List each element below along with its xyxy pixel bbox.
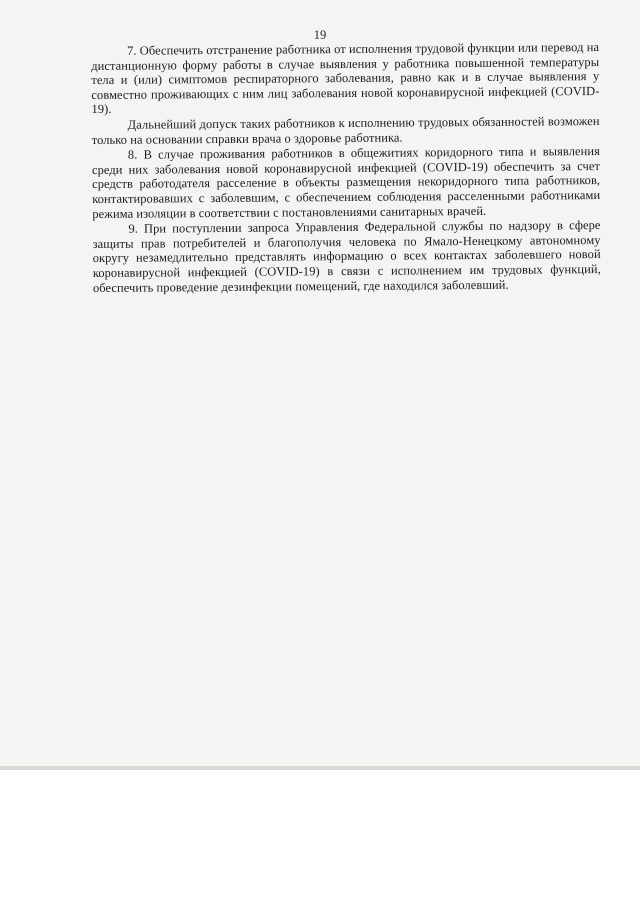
paragraph-7: 7. Обеспечить отстранение работника от исполнения трудовой функции или перевод на дистанционную форму работы в случае выявления у работника повышенной температуры тела и (или) симптомов респираторного заболевания, равно как и в случае выявления у совместно проживающих с ним лиц заболевания новой коронавирусной инфекцией (COVID-19).	[91, 40, 600, 117]
scan-bottom-edge	[0, 766, 640, 770]
paragraph-9: 9. При поступлении запроса Управления Федеральной службы по надзору в сфере защиты прав потребителей и благополучия человека по Ямало-Ненецкому автономному округу незамедлительно представлять информацию о всех контактах заболевшего новой коронавирусной инфекцией (COVID-19) в связи с исполнением им трудовых функций, обеспечить проведение дезинфекции помещений, где находился заболевший.	[92, 218, 601, 295]
page-number: 19	[313, 28, 327, 42]
paragraph-7-continued: Дальнейший допуск таких работников к исполнению трудовых обязанностей возможен только на основании справки врача о здоровье работника.	[91, 113, 600, 147]
paragraph-8: 8. В случае проживания работников в общежитиях коридорного типа и выявления среди них заболевания новой коронавирусной инфекцией (COVID-19) обеспечить за счет средств работодателя расселение в объекты размещения некоридорного типа работников, контактировавших с заболевшим, с обеспечением соблюдения расселенными работниками режима изоляции в соответствии с постановлениями санитарных врачей.	[91, 144, 601, 221]
document-body	[91, 40, 601, 295]
